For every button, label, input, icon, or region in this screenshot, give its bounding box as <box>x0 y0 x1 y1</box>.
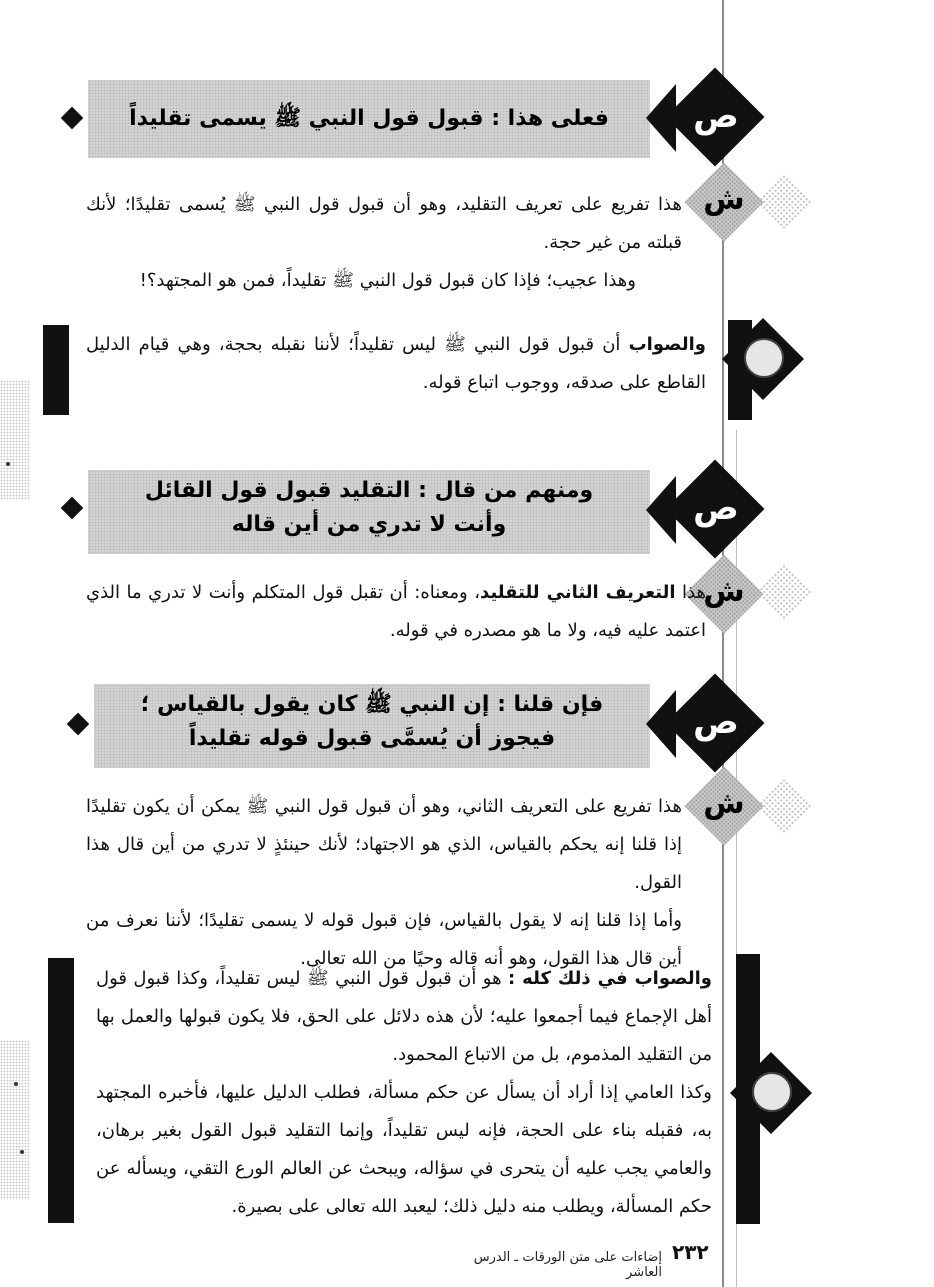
answer-paragraph: هذا تفريع على التعريف الثاني، وهو أن قبول قول النبي ﷺ يمكن أن يكون تقليدًا إذا قلنا إنه يحكم بالقياس، الذي هو الاجتهاد؛ لأنك حينئذٍ لا تدري من أين قال هذا القول. <box>86 796 682 893</box>
note-lead: والصواب في ذلك كله : <box>508 968 712 989</box>
question-letter: ص <box>693 488 739 528</box>
running-footer: إضاءات على متن الورقات ـ الدرس العاشر <box>473 1250 662 1280</box>
page-edge-texture <box>0 1040 30 1200</box>
page-edge-texture <box>0 380 30 500</box>
answer-prefix: هذا <box>682 582 706 603</box>
lightbulb-icon <box>752 1072 792 1112</box>
answer-paragraph <box>86 574 706 650</box>
answer-paragraphs <box>86 186 682 300</box>
dotted-diamond-icon <box>756 174 813 231</box>
dotted-diamond-icon <box>756 564 813 621</box>
question-letter: ص <box>693 702 739 742</box>
question-banner <box>94 684 650 768</box>
bullet-diamond-icon <box>61 107 84 130</box>
bullet-diamond-icon <box>67 713 90 736</box>
question-banner <box>88 470 650 554</box>
note-paragraphs <box>96 960 712 1226</box>
question-text: فعلى هذا : قبول قول النبي ﷺ يسمى تقليداً <box>129 106 609 131</box>
question-text: ومنهم من قال : التقليد قبول قول القائل <box>144 478 594 503</box>
answer-letter: ش <box>703 182 745 217</box>
note-bar <box>48 958 74 1223</box>
answer-paragraph: وأما إذا قلنا إنه لا يقول بالقياس، فإن قبول قوله لا يسمى تقليدًا؛ لأننا نعرف من أين قال هذا القول، وهو أنه قاله وحيًا من الله تعالى. <box>86 910 682 969</box>
answer-paragraph: هذا تفريع على تعريف التقليد، وهو أن قبول قول النبي ﷺ يُسمى تقليدًا؛ لأنك قبلته من غير حجة. <box>86 194 682 253</box>
question-banner <box>88 80 650 158</box>
note-lead: والصواب <box>628 334 706 355</box>
answer-lead: التعريف الثاني للتقليد <box>480 582 676 603</box>
note-text: أن قبول قول النبي ﷺ ليس تقليداً؛ لأننا نقبله بحجة، وهي قيام الدليل القاطع على صدقه، ووجوب اتباع قوله. <box>86 334 706 393</box>
answer-text: ، ومعناه: أن تقبل قول المتكلم وأنت لا تدري ما الذي اعتمد عليه فيه، ولا ما هو مصدره في قوله. <box>86 582 706 641</box>
note-text: وكذا العامي إذا أراد أن يسأل عن حكم مسألة، فطلب الدليل عليها، فأخبره المجتهد به، فقبله بناء على الحجة، فإنه ليس تقليداً، وإنما التقليد قبول القول بغير برهان، والعامي يجب عليه أن يتحرى في سؤاله، ويبحث عن العالم الورع التقي، ويسأله عن حكم المسألة، ويطلب منه دليل ذلك؛ ليعبد الله تعالى على بصيرة. <box>96 1082 712 1217</box>
question-text: فإن قلنا : إن النبي ﷺ كان يقول بالقياس ؛ <box>140 692 604 717</box>
question-text: فيجوز أن يُسمَّى قبول قوله تقليداً <box>188 726 556 751</box>
scan-speck <box>6 462 10 466</box>
page-number: ٢٣٢ <box>672 1240 709 1264</box>
scan-speck <box>20 1150 24 1154</box>
answer-paragraphs <box>86 788 682 978</box>
question-letter: ص <box>693 96 739 136</box>
question-text: وأنت لا تدري من أين قاله <box>231 512 507 537</box>
lightbulb-icon <box>744 338 784 378</box>
scan-speck <box>14 1082 18 1086</box>
answer-letter: ش <box>703 574 745 609</box>
answer-letter: ش <box>703 786 745 821</box>
answer-paragraph: وهذا عجيب؛ فإذا كان قبول قول النبي ﷺ تقليداً، فمن هو المجتهد؟! <box>139 270 636 291</box>
note-bar <box>43 325 69 415</box>
note-paragraph <box>86 326 706 402</box>
note-text: هو أن قبول قول النبي ﷺ ليس تقليداً، وكذا قبول قول أهل الإجماع فيما أجمعوا عليه؛ لأن هذه دلائل على الحق، فلا يكون قبولها والعمل بها من التقليد المذموم، بل من الاتباع المحمود. <box>96 968 712 1065</box>
dotted-diamond-icon <box>756 778 813 835</box>
bullet-diamond-icon <box>61 497 84 520</box>
